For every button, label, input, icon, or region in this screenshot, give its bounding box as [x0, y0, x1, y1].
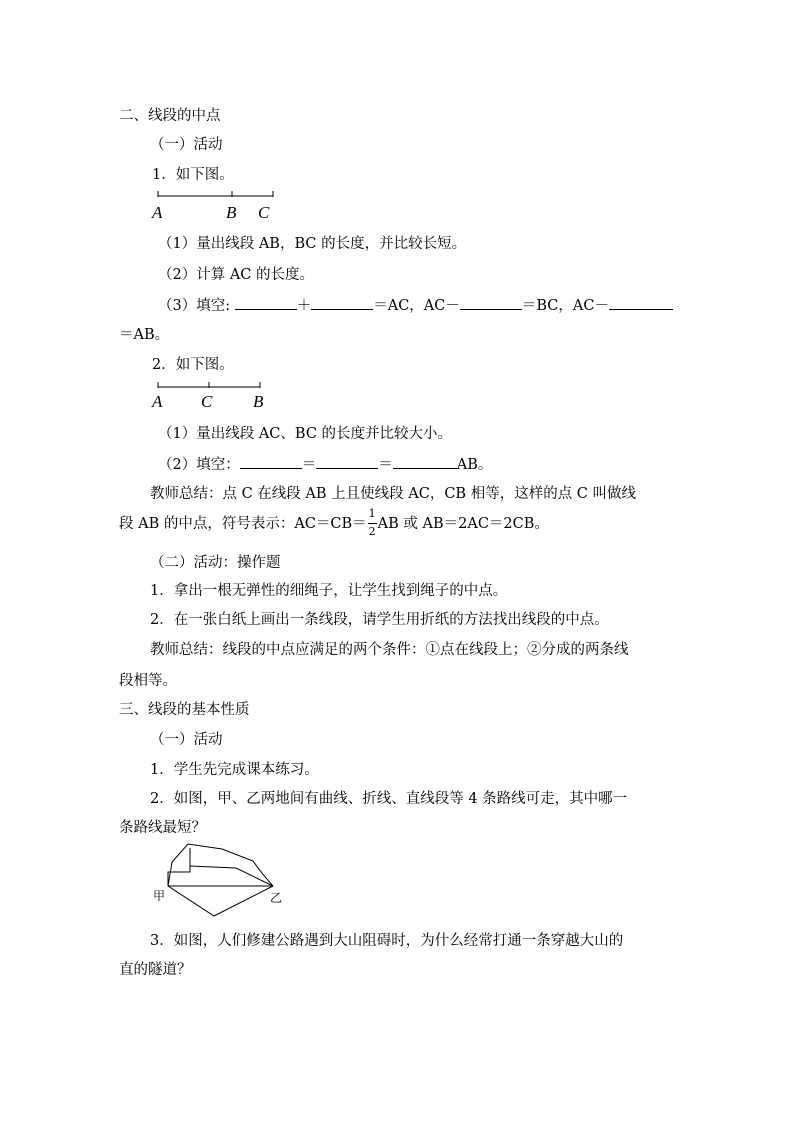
route-broken-lower — [168, 886, 273, 916]
practice-2-line-2: 条路线最短？ — [119, 820, 206, 836]
fill-prefix: （3）填空: — [158, 298, 231, 314]
midpoint-formula-post: AB 或 AB＝2AC＝2CB。 — [377, 516, 549, 532]
question-1-2: （2）计算 AC 的长度。 — [158, 267, 315, 283]
question-2-1: （1）量出线段 AC、BC 的长度并比较大小。 — [158, 426, 453, 442]
place-yi: 乙 — [270, 891, 283, 905]
practice-1: 1．学生先完成课本练习。 — [150, 762, 319, 778]
summary-1-line-1: 教师总结：点 C 在线段 AB 上且使线段 AC，CB 相等，这样的点 C 叫做线 — [150, 486, 637, 502]
figure-routes — [168, 844, 273, 916]
route-curve-top — [168, 844, 273, 886]
practice-3-line-2: 直的隧道？ — [119, 962, 192, 978]
question-2-2 — [158, 454, 492, 475]
equals-2: ＝ — [378, 457, 393, 473]
question-1-3 — [158, 295, 673, 316]
route-curve-inner — [190, 866, 273, 886]
fill-prefix-2: （2）填空： — [158, 457, 240, 473]
plus-sign: ＋ — [296, 298, 312, 314]
summary-2-line-1: 教师总结：线段的中点应满足的两个条件：①点在线段上；②分成的两条线 — [150, 642, 629, 658]
label-c: C — [258, 203, 270, 222]
activity-2-title: （二）活动：操作题 — [150, 555, 281, 571]
fraction-numerator: 1 — [368, 507, 376, 520]
practice-2-line-1: 2．如图，甲、乙两地间有曲线、折线、直线段等 4 条路线可走，其中哪一 — [150, 791, 628, 807]
blank-3[interactable] — [460, 295, 522, 310]
blank-2[interactable] — [311, 295, 373, 310]
item-1-heading: 1．如下图。 — [152, 167, 234, 183]
fraction-one-half — [368, 507, 377, 538]
question-1-1: （1）量出线段 AB，BC 的长度，并比较长短。 — [158, 236, 467, 252]
equals-1: ＝ — [301, 457, 317, 473]
label-c2: C — [201, 392, 213, 411]
blank-1[interactable] — [235, 295, 297, 310]
fill-end-2: AB。 — [456, 457, 493, 473]
label-a: A — [152, 203, 163, 222]
place-jia: 甲 — [153, 889, 166, 903]
fraction-denominator: 2 — [368, 525, 376, 538]
equals-ac: ＝AC，AC－ — [373, 298, 460, 314]
label-a2: A — [152, 392, 163, 411]
midpoint-formula-pre: 段 AB 的中点，符号表示：AC＝CB＝ — [119, 516, 367, 532]
item-2-heading: 2．如下图。 — [152, 357, 234, 373]
operation-2: 2．在一张白纸上画出一条线段，请学生用折纸的方法找出线段的中点。 — [150, 612, 609, 628]
equals-bc: ＝BC，AC－ — [521, 298, 609, 314]
fraction-bar — [368, 523, 377, 524]
blank-4[interactable] — [609, 295, 673, 310]
blank-5[interactable] — [240, 454, 302, 469]
section-3-title: 三、线段的基本性质 — [119, 702, 250, 718]
label-b2: B — [253, 392, 264, 411]
label-b: B — [226, 203, 237, 222]
activity-3-title: （一）活动 — [150, 732, 223, 748]
summary-1-line-2 — [119, 507, 549, 538]
operation-1: 1．拿出一根无弹性的细绳子，让学生找到绳子的中点。 — [150, 583, 508, 599]
summary-2-line-2: 段相等。 — [119, 673, 177, 689]
activity-1-title: （一）活动 — [150, 137, 223, 153]
section-2-title: 二、线段的中点 — [119, 108, 221, 124]
blank-6[interactable] — [316, 454, 378, 469]
question-1-3-end: ＝AB。 — [119, 327, 170, 343]
practice-3-line-1: 3．如图，人们修建公路遇到大山阻碍时，为什么经常打通一条穿越大山的 — [150, 933, 624, 949]
blank-7[interactable] — [393, 454, 457, 469]
